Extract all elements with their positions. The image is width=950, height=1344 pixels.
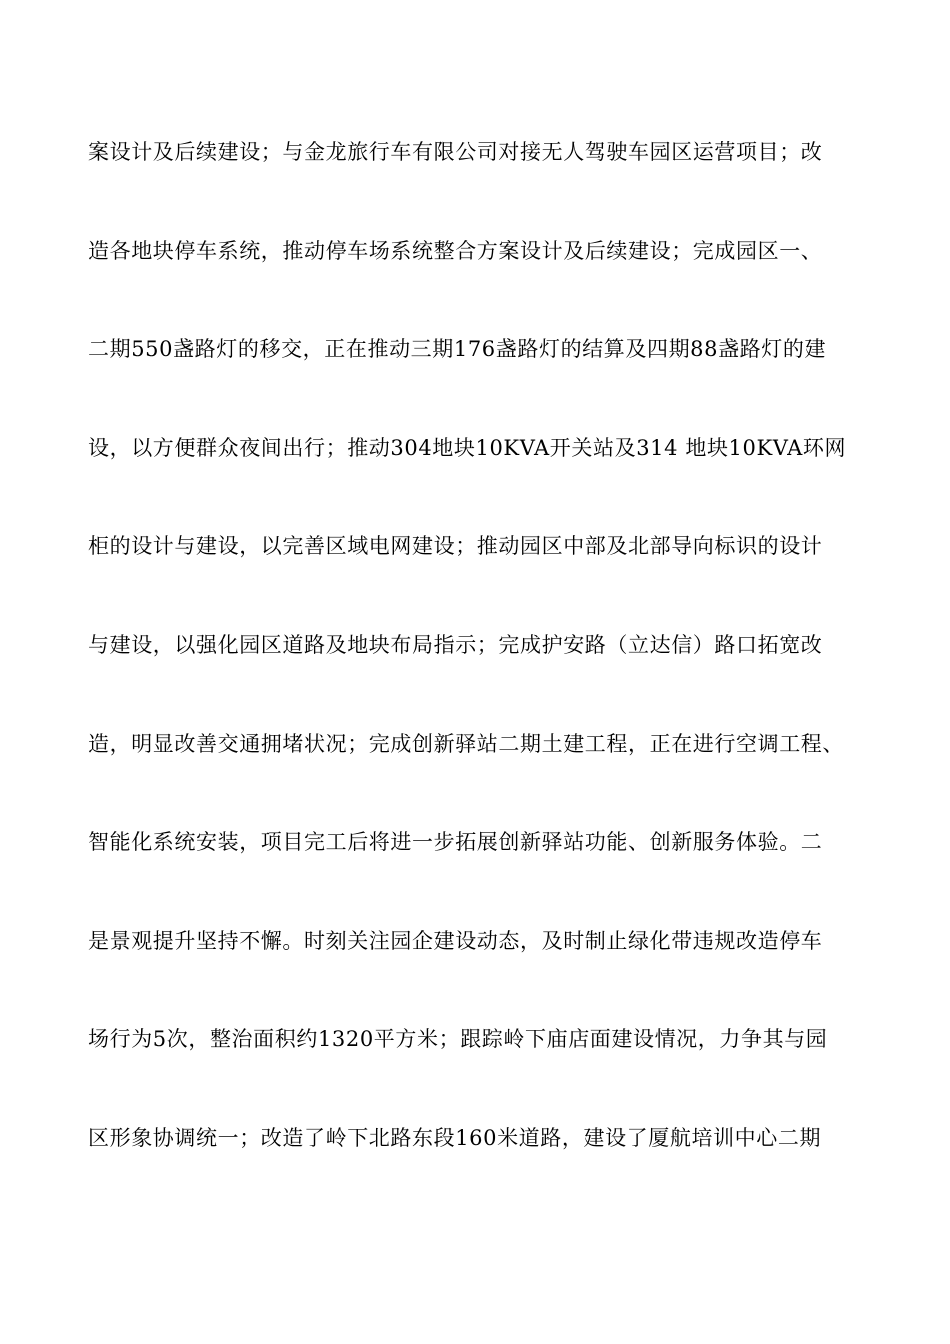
text-line: 区形象协调统一；改造了岭下北路东段160米道路，建设了厦航培训中心二期 — [88, 1125, 822, 1150]
text-line: 柜的设计与建设，以完善区域电网建设；推动园区中部及北部导向标识的设计 — [88, 534, 823, 559]
text-line: 场行为5次，整治面积约1320平方米；跟踪岭下庙店面建设情况，力争其与园 — [88, 1027, 828, 1052]
text-line: 是景观提升坚持不懈。时刻关注园企建设动态，及时制止绿化带违规改造停车 — [88, 928, 823, 953]
text-line: 二期550盏路灯的移交，正在推动三期176盏路灯的结算及四期88盏路灯的建 — [88, 337, 827, 362]
document-body — [88, 132, 888, 1217]
text-line: 造，明显改善交通拥堵状况；完成创新驿站二期土建工程，正在进行空调工程、 — [88, 731, 844, 756]
text-line: 造各地块停车系统，推动停车场系统整合方案设计及后续建设；完成园区一、 — [88, 238, 823, 263]
text-line: 案设计及后续建设；与金龙旅行车有限公司对接无人驾驶车园区运营项目；改 — [88, 140, 823, 164]
text-line: 与建设，以强化园区道路及地块布局指示；完成护安路（立达信）路口拓宽改 — [88, 632, 823, 657]
text-line: 智能化系统安装，项目完工后将进一步拓展创新驿站功能、创新服务体验。二 — [88, 830, 823, 855]
text-line: 设，以方便群众夜间出行；推动304地块10KVA开关站及314 地块10KVA环网 — [88, 435, 847, 460]
